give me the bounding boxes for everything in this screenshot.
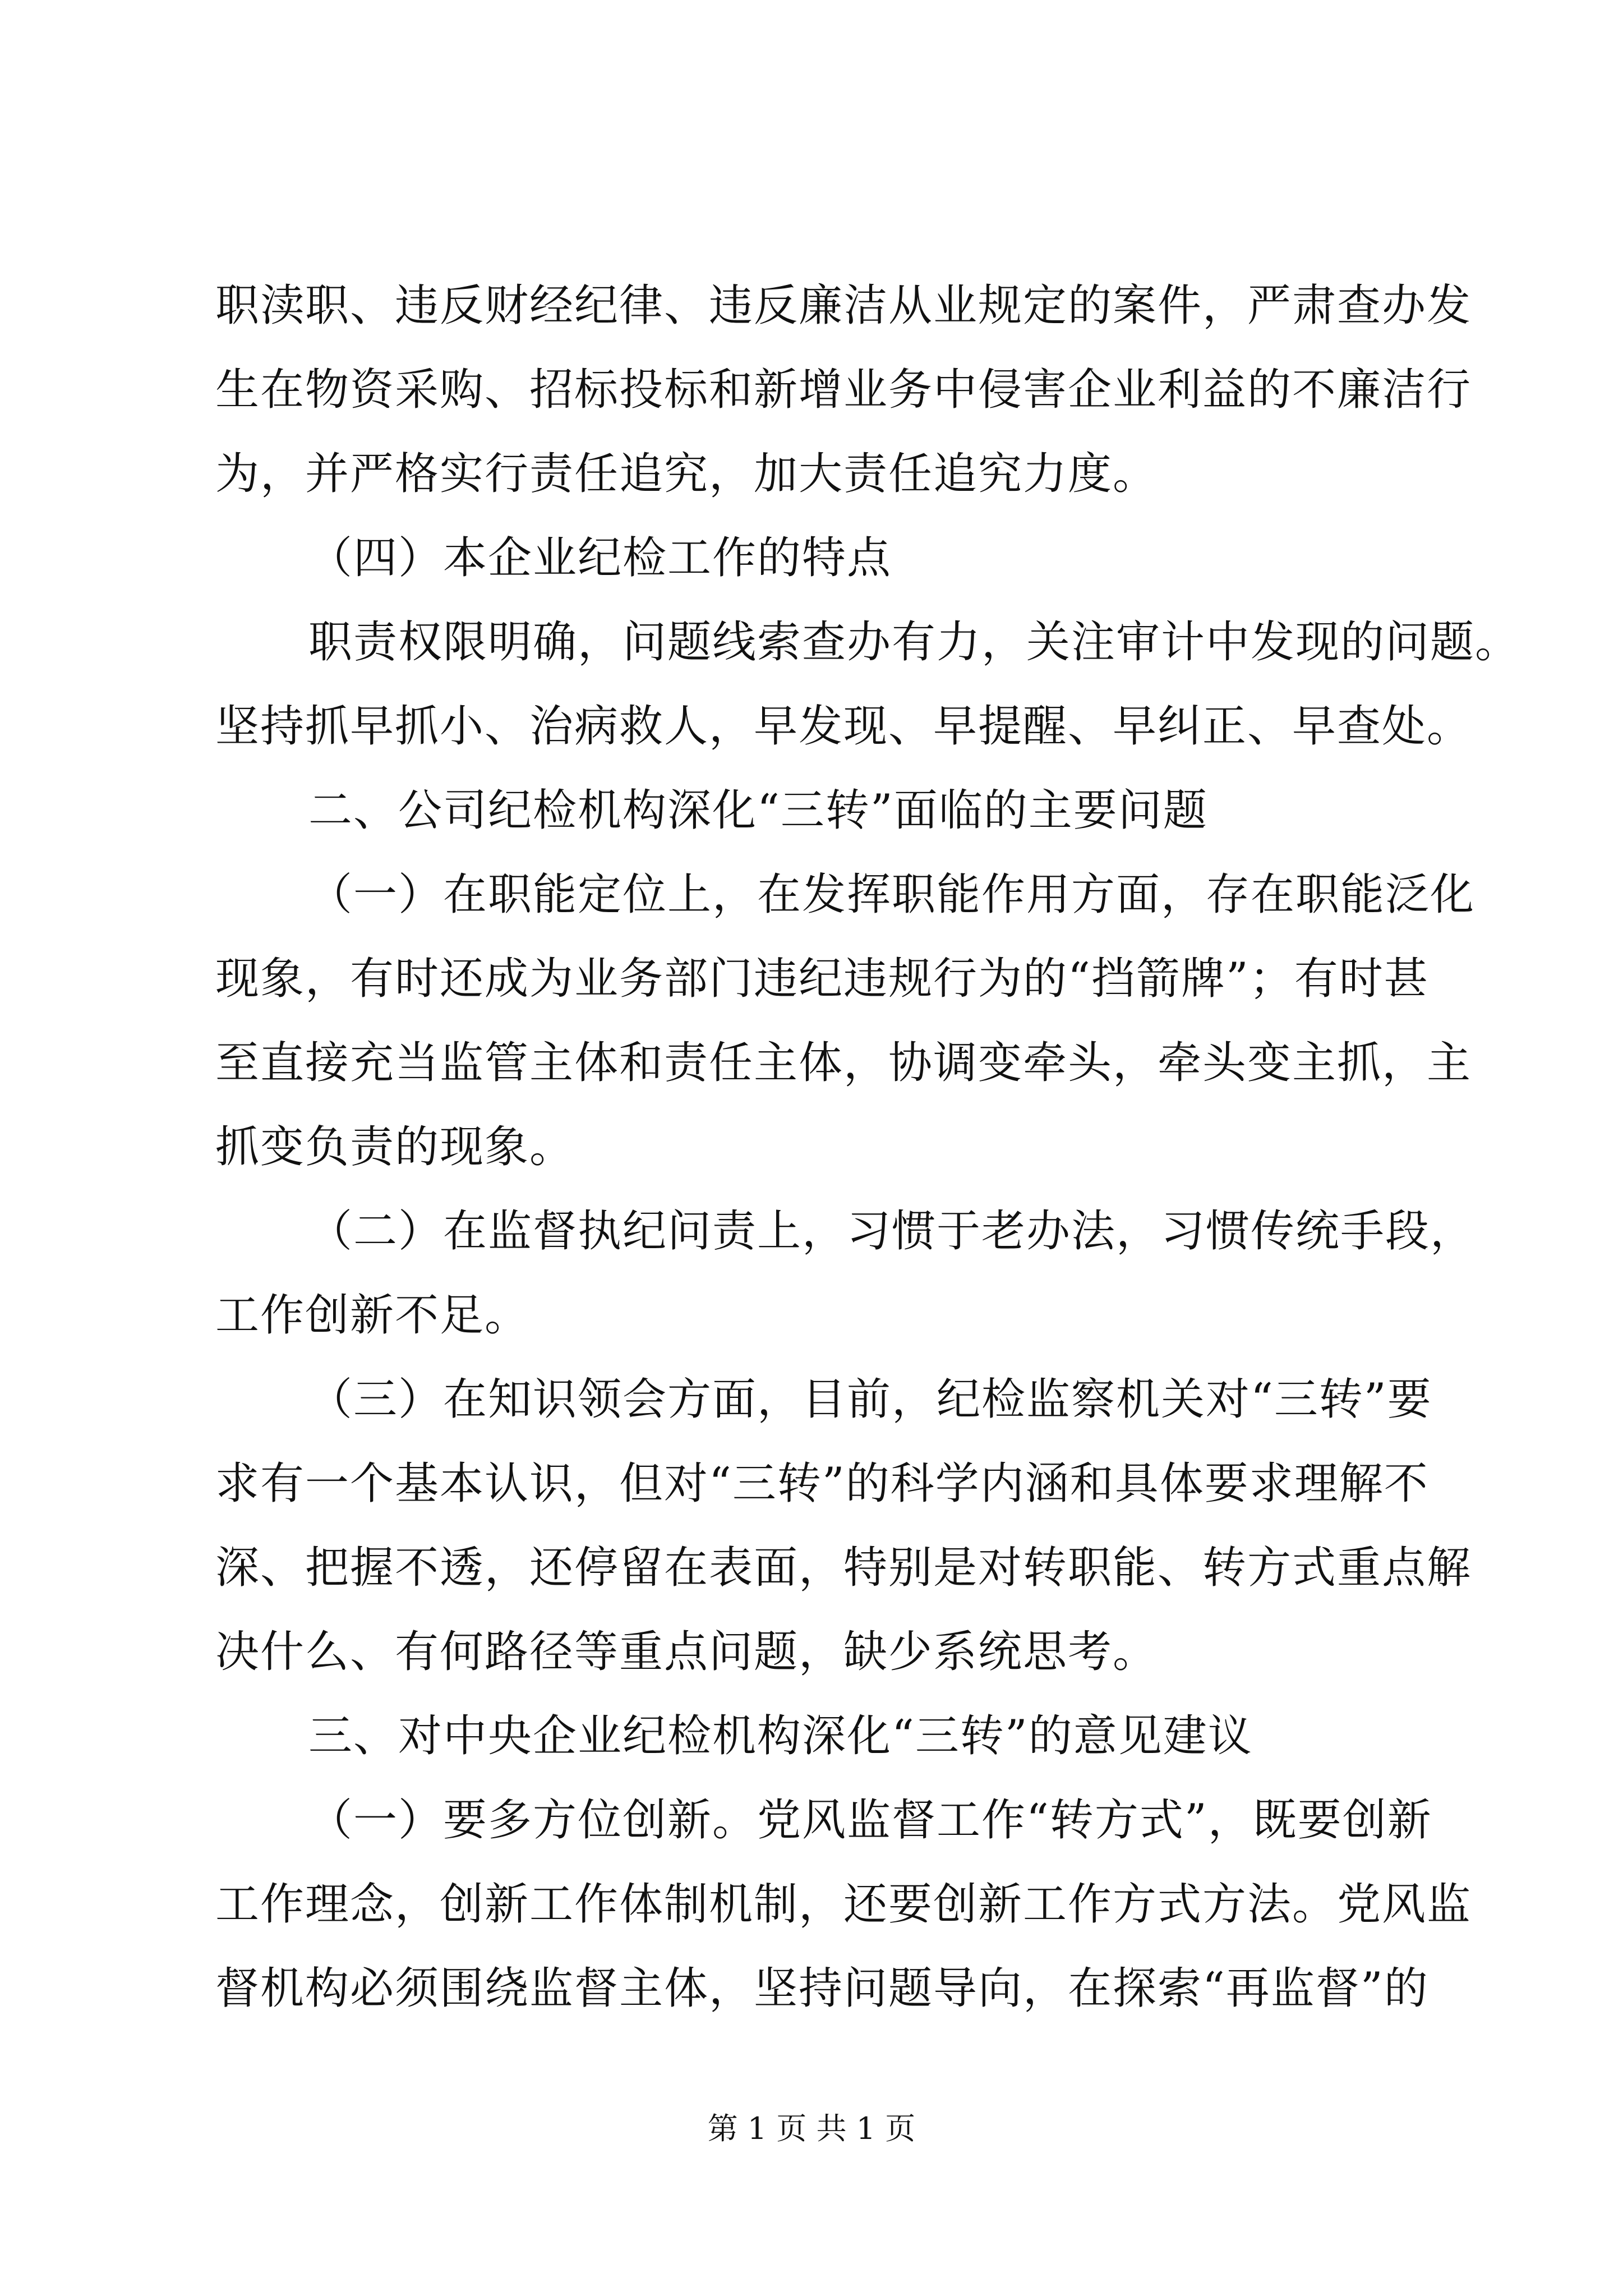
paragraph-line: （一）在职能定位上，在发挥职能作用方面，存在职能泛化 — [308, 869, 1476, 920]
paragraph-line: 现象，有时还成为业务部门违纪违规行为的“挡箭牌”；有时甚 — [215, 954, 1429, 1004]
section-heading: 二、公司纪检机构深化“三转”面临的主要问题 — [308, 785, 1208, 836]
section-heading: 三、对中央企业纪检机构深化“三转”的意见建议 — [308, 1711, 1253, 1761]
paragraph-line: 决什么、有何路径等重点问题，缺少系统思考。 — [215, 1627, 1158, 1677]
paragraph-line: 职渎职、违反财经纪律、违反廉洁从业规定的案件，严肃查办发 — [215, 280, 1472, 331]
paragraph-line: 为，并严格实行责任追究，加大责任追究力度。 — [215, 449, 1158, 499]
paragraph-line: 求有一个基本认识，但对“三转”的科学内涵和具体要求理解不 — [215, 1458, 1429, 1509]
paragraph-line: （二）在监督执纪问责上，习惯于老办法，习惯传统手段， — [308, 1206, 1476, 1257]
paragraph-line: 坚持抓早抓小、治病救人，早发现、早提醒、早纠正、早查处。 — [215, 701, 1472, 752]
paragraph-line: 抓变负责的现象。 — [215, 1122, 575, 1172]
paragraph-line: （一）要多方位创新。党风监督工作“转方式”，既要创新 — [308, 1795, 1432, 1846]
section-heading: （四）本企业纪检工作的特点 — [308, 533, 892, 583]
page-footer: 第 1 页 共 1 页 — [707, 2111, 916, 2146]
document-body — [215, 264, 1520, 2031]
paragraph-line: 工作理念，创新工作体制机制，还要创新工作方式方法。党风监 — [215, 1879, 1472, 1930]
paragraph-line: 生在物资采购、招标投标和新增业务中侵害企业利益的不廉洁行 — [215, 365, 1472, 415]
paragraph-line: 工作创新不足。 — [215, 1290, 530, 1341]
paragraph-line: 督机构必须围绕监督主体，坚持问题导向，在探索“再监督”的 — [215, 1963, 1429, 2014]
paragraph-line: 至直接充当监管主体和责任主体，协调变牵头，牵头变主抓，主 — [215, 1038, 1472, 1088]
paragraph-line: 深、把握不透，还停留在表面，特别是对转职能、转方式重点解 — [215, 1543, 1472, 1593]
paragraph-line: 职责权限明确，问题线索查办有力，关注审计中发现的问题。 — [308, 617, 1520, 668]
paragraph-line: （三）在知识领会方面，目前，纪检监察机关对“三转”要 — [308, 1374, 1432, 1425]
